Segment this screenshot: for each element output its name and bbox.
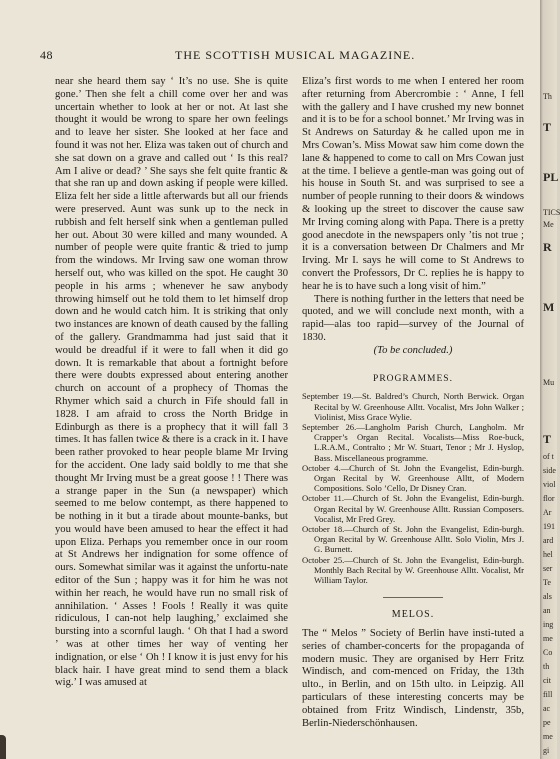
next-page-edge (540, 0, 560, 759)
edge-fragment: Mu (543, 378, 555, 387)
edge-fragment: hel (543, 550, 553, 559)
melos-paragraph: The “ Melos ” Society of Berlin have insti-tuted a series of chamber-concerts for the propaganda of modern music. They are organised by Herr Fritz Windisch, and com-menced on Friday, the 13th ulto., in Berlin, and on 15th ulto. in Leipzig. All particulars of these interesting concerts may be obtained from Fritz Windisch, Lindenstr, 35b, Berlin-Niederschönhausen. (302, 627, 524, 729)
programmes-heading: PROGRAMMES. (373, 373, 453, 384)
edge-fragment: ser (543, 564, 553, 573)
edge-fragment: me (543, 634, 553, 643)
left-column (55, 76, 288, 690)
edge-fragment: ing (543, 620, 554, 629)
edge-fragment: fill (543, 690, 553, 699)
edge-fragment: T (543, 432, 552, 446)
letter-text-right: Eliza’s first words to me when I entered her room after returning from Abercrombie : ‘ Anne, I fell with the gallery and I have crushed my new bonnet and it is to be for a school bonnet.’ Mr Irving was in St Andrews on Saturday & he called upon me in Mrs Cowan’s. Miss Mowat saw him come down the lane & happened to come to call on Mrs Cowan just at the time. I believe a gentle-man was going out of his house in South St. and was surprised to see a number of people running to their doors & windows & looking up the street to discover the cause saw Mr Irving coming along with Papa. There is a pretty good anecdote in the newspapers only ’tis not true ; it is a conversation between Dr Chalmers and Mr Irving. Mr I. says he will come to St Andrews to convert the Professors, Dr C. replies he is happy to hear he is to have such a long visit of him.” (302, 76, 524, 292)
edge-fragment: ard (543, 536, 554, 545)
edge-fragment: M (543, 300, 555, 314)
edge-fragment: Ar (543, 508, 552, 517)
edge-fragment: me (543, 732, 553, 741)
edge-fragment: side (543, 466, 556, 475)
edge-fragment: gi (543, 746, 550, 755)
section-divider (383, 597, 443, 598)
edge-fragment: 191 (543, 522, 555, 531)
binding-shadow (0, 735, 6, 759)
melos-heading: MELOS. (391, 609, 435, 621)
page-header (0, 48, 540, 64)
page-number: 48 (40, 48, 53, 62)
edge-fragment: th (543, 662, 550, 671)
running-title: THE SCOTTISH MUSICAL MAGAZINE. (175, 48, 416, 62)
edge-fragment: R (543, 240, 552, 254)
edge-fragment: flor (543, 494, 555, 503)
programmes-list (302, 391, 524, 585)
programme-item: September 19.—St. Baldred’s Church, North Berwick. Organ Recital by W. Greenhouse Alltt. Vocalist, Mrs John Walker ; Violinist, Miss Grace Wylie. (302, 391, 524, 422)
edge-fragment: of t (543, 452, 554, 461)
edge-fragment: T (543, 120, 552, 134)
programme-item: October 4.—Church of St. John the Evangelist, Edin-burgh. Organ Recital by W. Greenhouse Alltt, of Modern Compositions. Solo ’Cello, Dr Disney Cran. (302, 462, 524, 494)
edge-fragment: an (543, 606, 551, 615)
edge-fragment: ac (543, 704, 551, 713)
programme-item: October 18.—Church of St. John the Evangelist, Edin-burgh. Organ Recital by W. Greenhouse Alltt. Solo Violin, Mrs J. G. Burnett. (302, 523, 524, 555)
edge-fragment: Th (543, 92, 552, 101)
letter-text-left: near she heard them say ‘ It’s no use. She is quite gone.’ Then she felt a chill come over her and was uncertain whether to look at her or not. At last she thought it would be wrong to spare her own feelings and to leave her sister. She looked at her face and found it was not her. Eliza was taken out of church and she sat down on a grave and called out ‘ Is this real? Am I alive or dead? ’ She says she felt quite frantic & that she ran up and down asking if people were killed. Eliza felt her side a little afterwards but all our friends were preserved. Aunt was sunk up to the neck in rubbish and felt herself sink when a gentleman pulled her out. About 30 were killed and many wounded. A number of people were quite frantic & tried to jump from the windows. Mr Irving saw one woman throw herself out, who was killed on the spot. He caught 30 people in his arms ; whenever he saw anybody throwing himself out he told them to let himself drop down and he would catch him. It is striking that only two instances are known of death caused by the falling of the gallery. Grandmamma had just said that it would be dreadful if it were to fall when it did go down. It is remarkable that about a fortnight before there were doubts expressed about entering another church on account of a prophecy of Thomas the Rhymer which said a church in Fife should fall in 1828. I am afraid to cross the North Bridge in Edinburgh as there is a prophecy that it will fall 3 times. It has fallen twice & there is a crack in it. I have been rather provoked to hear people blame Mr Irving for the accident. One lady said boldly to me that she thought Mr Irving must be a great goose ! ! There was a strange paper in the Sun (a newspaper) which seemed to me below contempt, as there happened to be nothing in it but a tirade about mounte-banks, but you would have been amused to hear the effect it had upon Eliza. Perhaps you remember once in our room at St Andrews her indignation for some offence of ours. Somewhat similar was it against the unfortu-nate editor of the Sun ; happy was it for him he was not within her reach, he would have run no small risk of annihilation. ‘ Asses ! Fools ! Really it was quite ridiculous, I can-not help laughing,’ exclaimed she bursting into a scornful laugh. ‘ Oh that I had a sword ’ was at other times her way of venting her indignation, or else ‘ Oh ! I know it is just envy for his black hair. I have great mind to send them a black wig.’ I was amused at (55, 76, 288, 689)
edge-fragment: viol (543, 480, 556, 489)
closing-paragraph: There is nothing further in the letters that need be quoted, and we will conclude next month, with a rapid—alas too rapid—survey of the Journal of 1830. (302, 293, 524, 343)
edge-fragment: Co (543, 648, 553, 657)
edge-fragment: als (543, 592, 552, 601)
edge-fragment: TICS (543, 208, 560, 217)
edge-fragment: pe (543, 718, 551, 727)
edge-fragment: cit (543, 676, 551, 685)
programme-item: October 25.—Church of St. John the Evangelist, Edin-burgh. Monthly Bach Recital by W. Greenhouse Alltt. Vocalist, Mr William Taylor. (302, 554, 524, 585)
programme-item: October 11.—Church of St. John the Evangelist, Edin-burgh. Organ Recital by W. Greenhouse Alltt. Russian Composers. Vocalist, Mr Fred Grey. (302, 493, 524, 524)
right-column (302, 76, 524, 730)
edge-fragment: PL (543, 170, 559, 184)
edge-fragment: Te (543, 578, 551, 587)
to-be-concluded: (To be concluded.) (373, 344, 453, 356)
edge-fragment: Me (543, 220, 554, 229)
programme-item: September 26.—Langholm Parish Church, Langholm. Mr Crapper’s Organ Recital. Vocalists—Miss Roe-buck, L.R.A.M., Contralto ; Mr W. Stuart, Tenor ; Mr J. Hyslop, Bass. Miscellaneous programme. (302, 421, 524, 463)
